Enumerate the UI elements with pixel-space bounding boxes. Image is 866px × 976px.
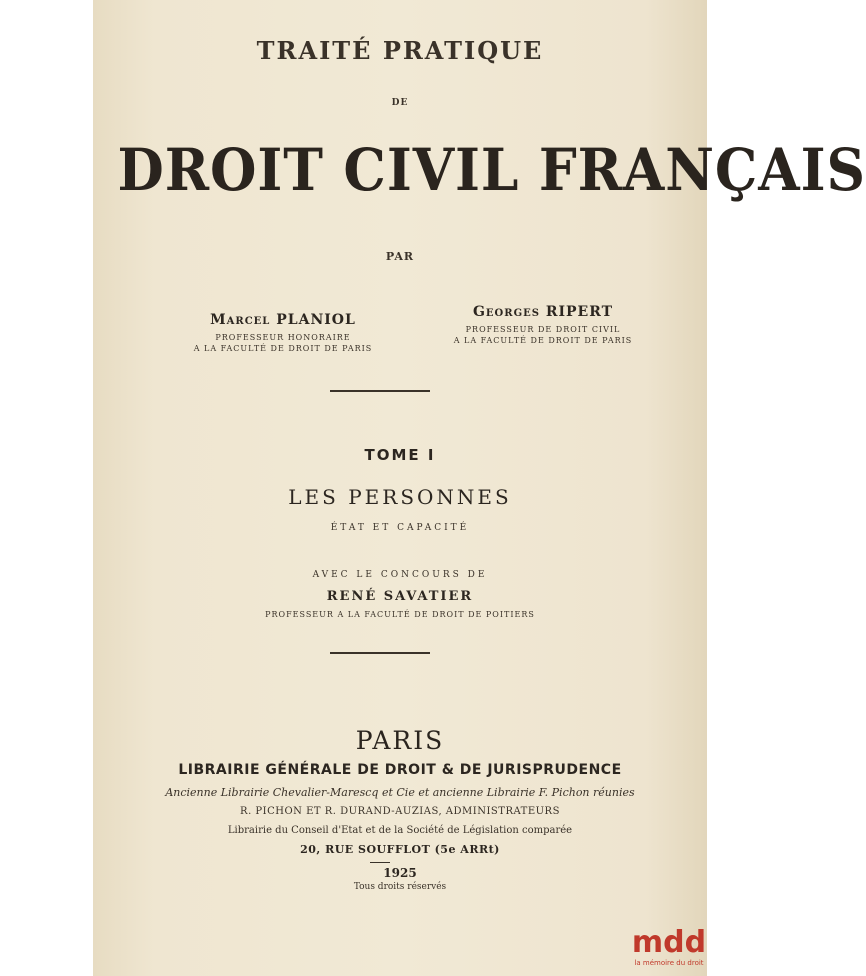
title-page	[93, 0, 866, 976]
publisher-name: LIBRAIRIE GÉNÉRALE DE DROIT & DE JURISPRUDENCE	[178, 762, 622, 778]
volume-subtitle: ÉTAT ET CAPACITÉ	[330, 523, 470, 533]
mdd-logo-mark	[631, 924, 707, 958]
collaboration-label: AVEC LE CONCOURS DE	[312, 570, 488, 580]
publisher-address: 20, RUE SOUFFLOT (5e ARRt)	[300, 843, 500, 856]
collaborator-name: RENÉ SAVATIER	[326, 589, 474, 604]
author-title-line: PROFESSEUR DE DROIT CIVIL	[465, 325, 621, 334]
divider	[330, 652, 430, 654]
author-ripert	[413, 304, 673, 346]
by-label: PAR	[385, 250, 415, 263]
publisher-affiliation: Librairie du Conseil d'Etat et de la Société de Législation comparée	[227, 825, 573, 836]
imprint-city: PARIS	[355, 726, 445, 755]
volume-number: TOME I	[364, 446, 436, 464]
publisher-administrators: R. PICHON ET R. DURAND-AUZIAS, ADMINISTRATEURS	[240, 806, 560, 817]
author-title	[153, 332, 413, 354]
author-last-name: RIPERT	[545, 304, 614, 320]
author-planiol	[153, 312, 413, 354]
author-name	[413, 304, 673, 320]
author-first-name: Marcel	[210, 312, 271, 328]
volume-title: LES PERSONNES	[288, 485, 512, 509]
author-title-line: A LA FACULTÉ DE DROIT DE PARIS	[193, 344, 373, 353]
rights-notice: Tous droits réservés	[353, 882, 447, 892]
author-last-name: PLANIOL	[276, 312, 356, 328]
mdd-logo-tagline: la mémoire du droit	[634, 959, 704, 967]
divider	[330, 390, 430, 392]
author-title-line: A LA FACULTÉ DE DROIT DE PARIS	[453, 336, 633, 345]
publisher-history: Ancienne Librairie Chevalier-Marescq et Cie et ancienne Librairie F. Pichon réunies	[165, 786, 635, 799]
publication-year: 1925	[383, 866, 417, 880]
divider	[370, 862, 390, 863]
author-title-line: PROFESSEUR HONORAIRE	[215, 333, 351, 342]
author-name	[153, 312, 413, 328]
main-title: DROIT CIVIL FRANÇAIS	[117, 136, 866, 204]
author-first-name: Georges	[472, 304, 540, 320]
series-title: TRAITÉ PRATIQUE	[256, 36, 544, 65]
title-connector: DE	[391, 98, 409, 108]
mdd-logo	[628, 924, 710, 974]
mdd-logo-brand: mdd	[631, 925, 707, 960]
author-title	[413, 324, 673, 346]
collaborator-title: PROFESSEUR A LA FACULTÉ DE DROIT DE POITIERS	[265, 610, 535, 619]
